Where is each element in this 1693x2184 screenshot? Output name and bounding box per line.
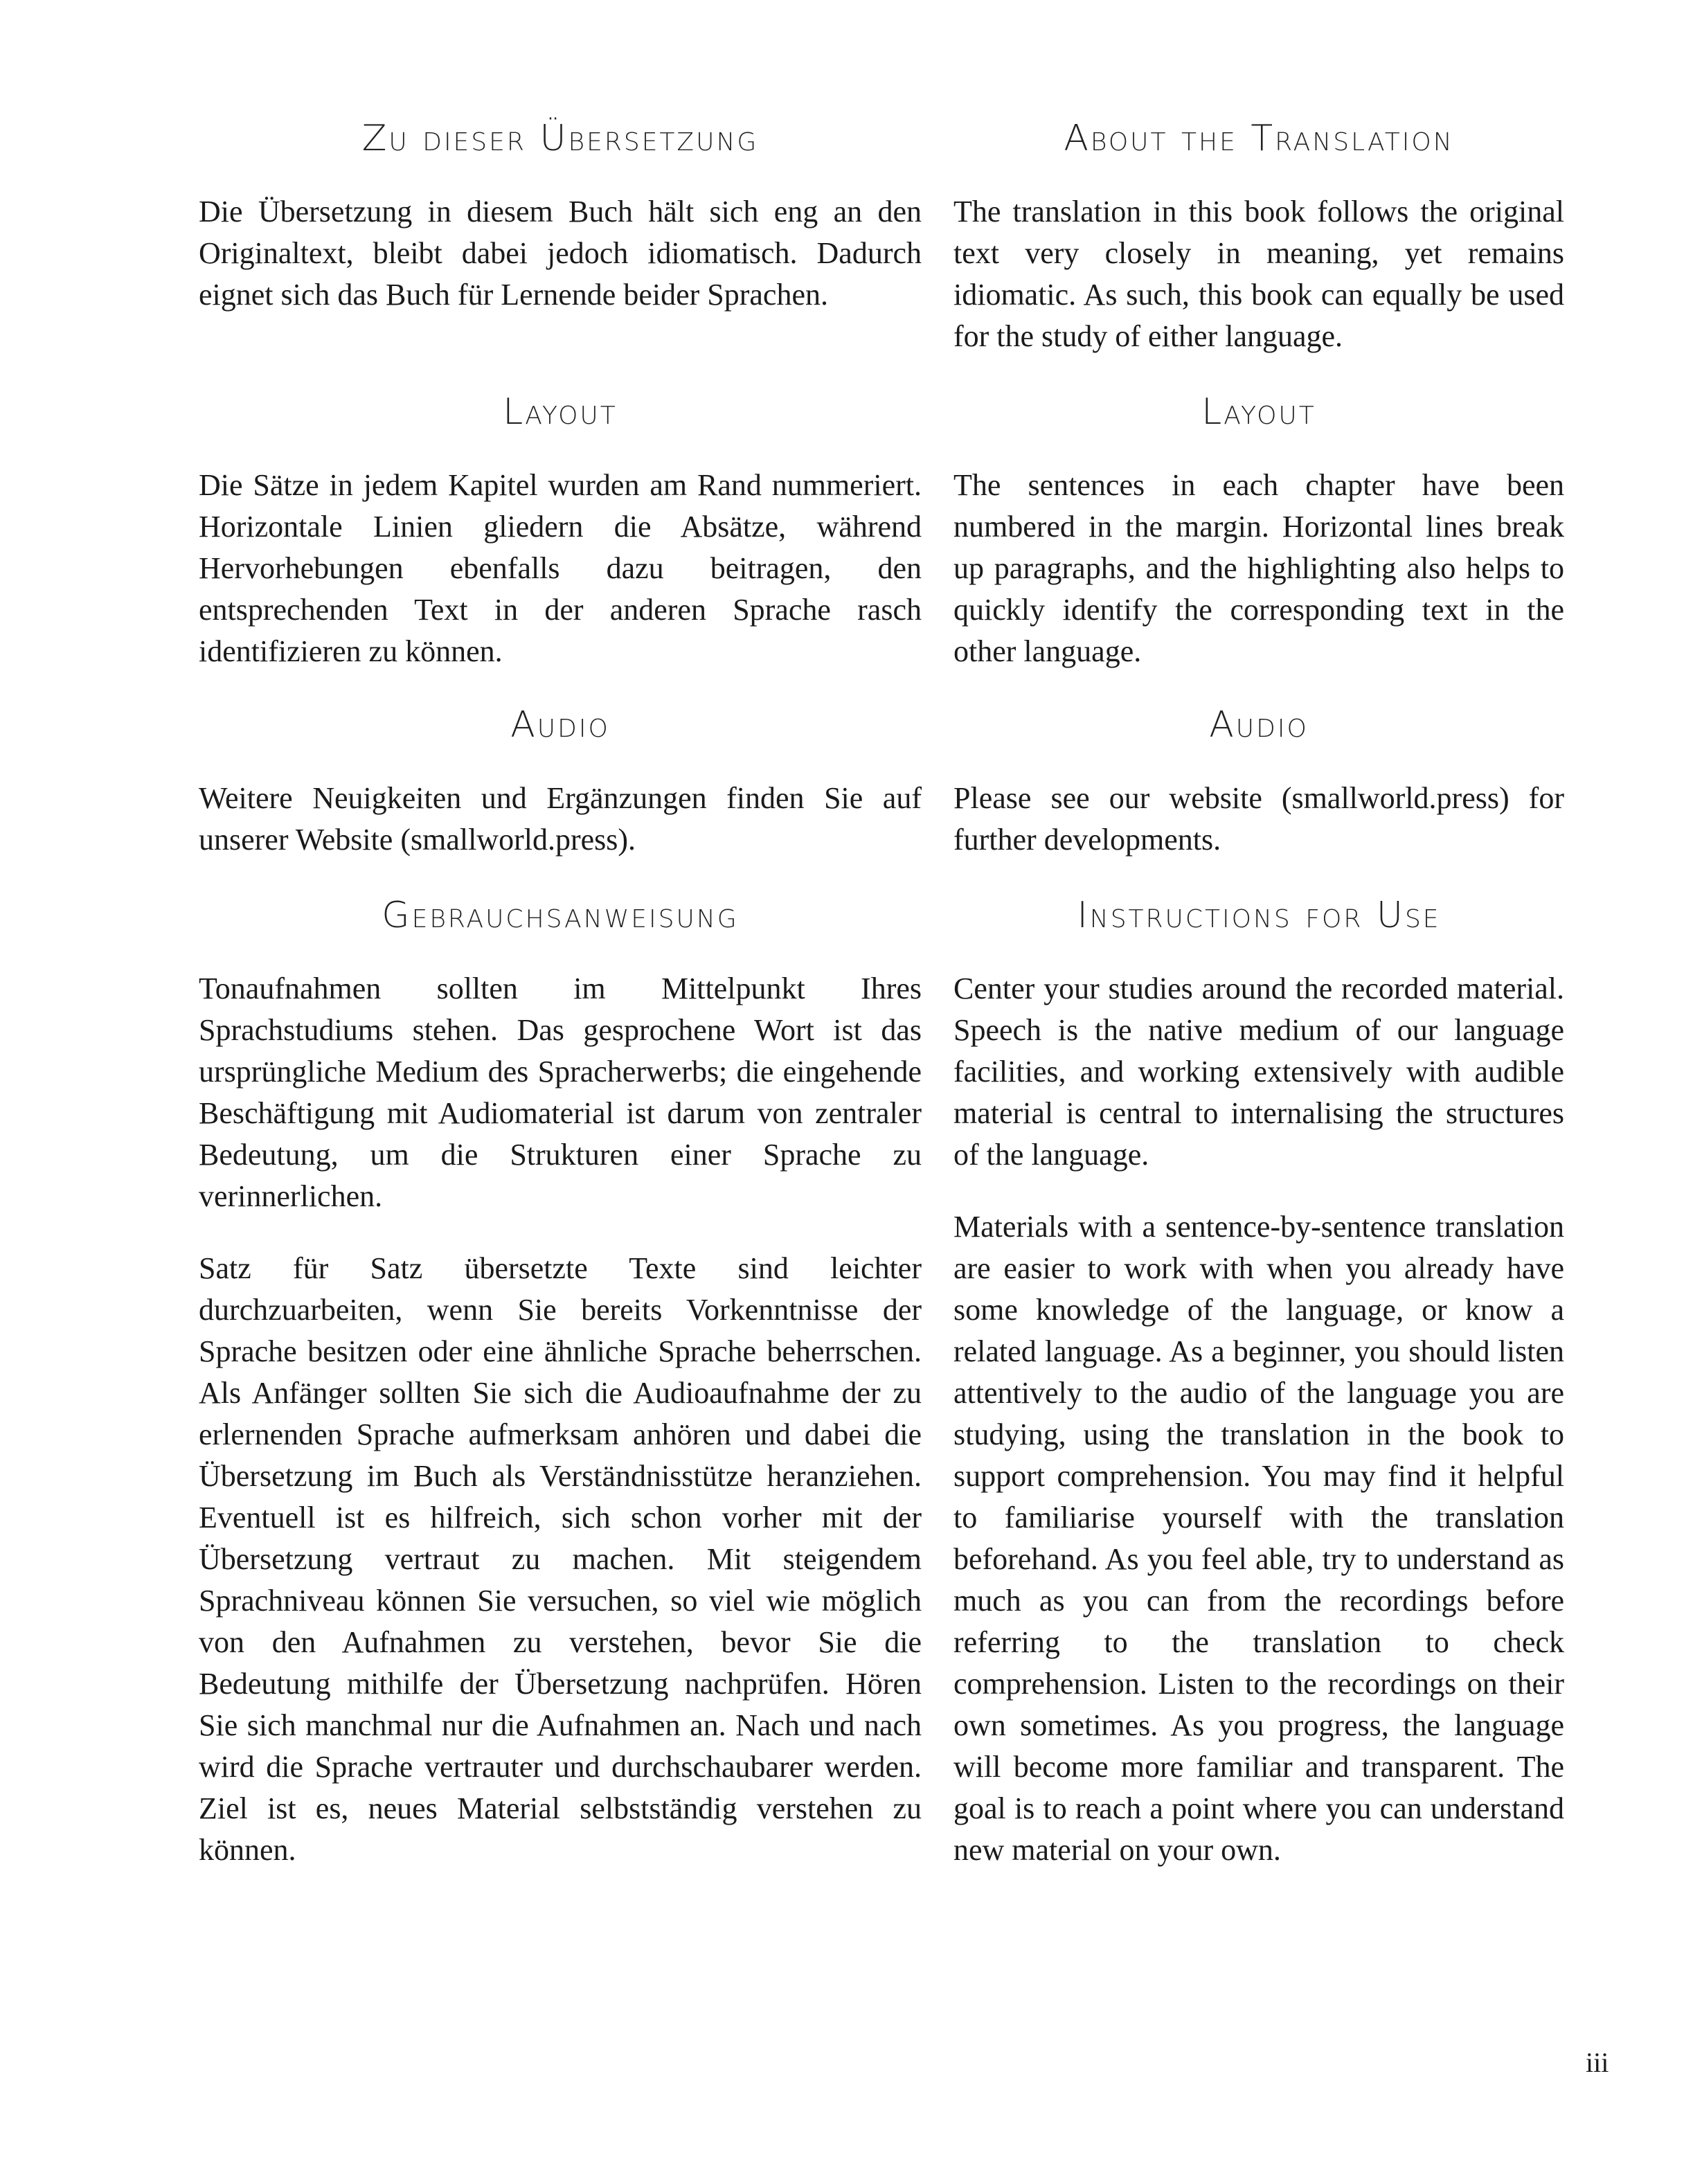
section-paragraph: Tonaufnahmen sollten im Mittelpunkt Ihres Sprachstudiums stehen. Das gesprochene Wort ist das ursprüngliche Medium des Spracherwerbs; die eingehende Beschäftigung mit Audiomaterial ist darum von zentraler Bedeutung, um die Strukturen einer Sprache zu verinnerlichen. [199, 972, 922, 1213]
section-paragraph: Die Übersetzung in diesem Buch hält sich eng an den Originaltext, bleibt dabei jedoch idiomatisch. Dadurch eignet sich das Buch für Lernende beider Sprachen. [199, 195, 922, 312]
section-heading: Layout [503, 391, 618, 433]
section-instructions-en [953, 895, 1564, 1871]
section-translation-en [953, 118, 1564, 357]
section-paragraph: The translation in this book follows the original text very closely in meaning, yet remains idiomatic. As such, this book can equally be used for the study of either language. [953, 195, 1564, 353]
section-paragraph: Please see our website (smallworld.press) for further developments. [953, 781, 1564, 857]
page-number: iii [1586, 2047, 1609, 2078]
section-heading: Layout [1201, 391, 1316, 433]
section-paragraph: Weitere Neuigkeiten und Ergänzungen finden Sie auf unserer Website (smallworld.press). [199, 781, 922, 857]
section-paragraph: The sentences in each chapter have been numbered in the margin. Horizontal lines break up paragraphs, and the highlighting also helps to quickly identify the corresponding text in the other language. [953, 468, 1564, 668]
section-layout-en [953, 391, 1564, 672]
section-layout-de [199, 391, 922, 672]
section-heading: Audio [510, 704, 610, 746]
section-instructions-de [199, 895, 922, 1871]
section-paragraph: Satz für Satz übersetzte Texte sind leichter durchzuarbeiten, wenn Sie bereits Vorkenntnisse der Sprache besitzen oder eine ähnliche Sprache beherrschen. Als Anfänger sollten Sie sich die Audioaufnahme der zu erlernenden Sprache aufmerksam anhören und dabei die Übersetzung im Buch als Verständnisstütze heranziehen. Eventuell ist es hilfreich, sich schon vorher mit der Übersetzung vertraut zu machen. Mit steigendem Sprachniveau können Sie versuchen, so viel wie möglich von den Aufnahmen zu verstehen, bevor Sie die Bedeutung mithilfe der Übersetzung nachprüfen. Hören Sie sich manchmal nur die Aufnahmen an. Nach und nach wird die Sprache vertrauter und durchschaubarer werden. Ziel ist es, neues Material selbstständig verstehen zu können. [199, 1251, 922, 1867]
section-audio-en [953, 704, 1564, 861]
section-heading: About the Translation [1064, 118, 1454, 159]
section-heading: Audio [1209, 704, 1309, 746]
section-paragraph: Center your studies around the recorded material. Speech is the native medium of our language facilities, and working extensively with audible material is central to internalising the structures of the language. [953, 972, 1564, 1172]
section-paragraph: Die Sätze in jedem Kapitel wurden am Rand nummeriert. Horizontale Linien gliedern die Absätze, während Hervorhebungen ebenfalls dazu beitragen, den entsprechenden Text in der anderen Sprache rasch identifizieren zu können. [199, 468, 922, 668]
section-heading: Gebrauchsanweisung [382, 895, 739, 936]
section-paragraph: Materials with a sentence-by-sentence translation are easier to work with when you already have some knowledge of the language, or know a related language. As a beginner, you should listen attentively to the audio of the language you are studying, using the translation in the book to support comprehension. You may find it helpful to familiarise yourself with the translation beforehand. As you feel able, try to understand as much as you can from the recordings before referring to the translation to check comprehension. Listen to the recordings on their own sometimes. As you progress, the language will become more familiar and transparent. The goal is to reach a point where you can understand new material on your own. [953, 1210, 1564, 1867]
section-heading: Instructions for Use [1077, 895, 1441, 936]
section-heading: Zu dieser Übersetzung [361, 118, 759, 159]
section-translation-de [199, 118, 922, 316]
section-audio-de [199, 704, 922, 861]
